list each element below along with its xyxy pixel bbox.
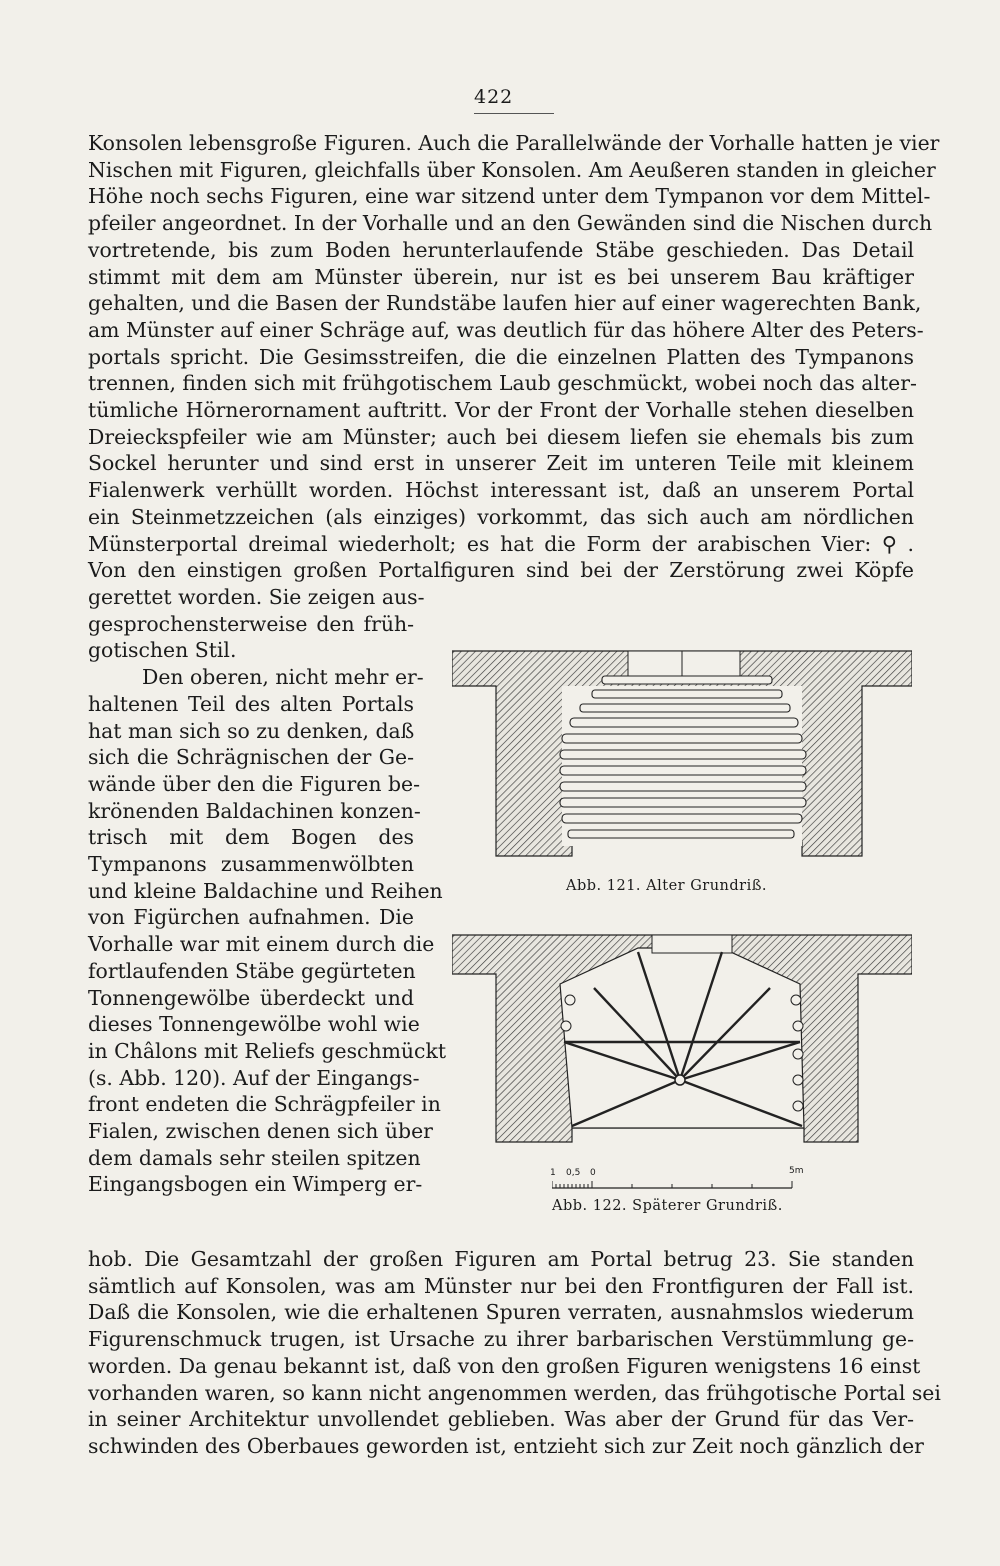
text-line: in Châlons mit Reliefs geschmückt [88, 1038, 447, 1063]
paragraph-column [88, 584, 447, 1198]
text-line: am Münster auf einer Schräge auf, was deutlich für das höhere Alter des Peters- [88, 317, 924, 342]
text-line: front endeten die Schrägpfeiler in [88, 1092, 441, 1117]
scale-label-5m: 5m [789, 1166, 804, 1176]
figure-121-caption: Abb. 121. Alter Grundriß. [566, 878, 768, 894]
text-line: stimmt mit dem am Münster überein, nur ist es bei unserem Bau kräftiger [88, 264, 914, 289]
text-line: Dreieckspfeiler wie am Münster; auch bei diesem liefen sie ehemals bis zum [88, 424, 914, 449]
text-line: Eingangsbogen ein Wimperg er- [88, 1172, 423, 1197]
text-line: gerettet worden. Sie zeigen aus- [88, 585, 425, 609]
scale-label-1: 1 [550, 1168, 556, 1178]
text-line: hat man sich so zu denken, daß [88, 718, 415, 743]
text-line: Höhe noch sechs Figuren, eine war sitzend unter dem Tympanon vor dem Mittel- [88, 184, 931, 209]
scale-bar [552, 1178, 802, 1190]
scale-label-0: 0 [590, 1168, 596, 1178]
text-line: Tonnengewölbe überdeckt und [88, 985, 414, 1010]
figure-121-floor-plan [452, 646, 912, 870]
text-line: Fialenwerk verhüllt worden. Höchst interessant ist, daß an unserem Portal [88, 478, 914, 503]
text-line: tümliche Hörnerornament auftritt. Vor der Front der Vorhalle stehen dieselben [88, 398, 914, 423]
text-line: portals spricht. Die Gesimsstreifen, die die einzelnen Platten des Tympanons [88, 344, 914, 369]
text-line: pfeiler angeordnet. In der Vorhalle und an den Gewänden sind die Nischen durch [88, 211, 933, 236]
text-line: Nischen mit Figuren, gleichfalls über Konsolen. Am Aeußeren standen in gleicher [88, 157, 936, 182]
text-line: Vorhalle war mit einem durch die [88, 932, 435, 957]
text-line: dem damals sehr steilen spitzen [88, 1145, 421, 1170]
text-line: sämtlich auf Konsolen, was am Münster nur bei den Frontfiguren der Fall ist. [88, 1273, 914, 1298]
text-line: dieses Tonnengewölbe wohl wie [88, 1012, 420, 1037]
text-line: Den oberen, nicht mehr er- [142, 665, 424, 690]
text-line: gehalten, und die Basen der Rundstäbe laufen hier auf einer wagerechten Bank, [88, 291, 922, 316]
text-line: Daß die Konsolen, wie die erhaltenen Spuren verraten, ausnahmslos wiederum [88, 1300, 914, 1325]
text-line: gesprochensterweise den früh- [88, 611, 414, 636]
text-line: Konsolen lebensgroße Figuren. Auch die Parallelwände der Vorhalle hatten je vier [88, 131, 940, 155]
text-line: trisch mit dem Bogen des [88, 825, 414, 850]
paragraph-top [88, 130, 940, 584]
text-line: vortretende, bis zum Boden herunterlaufende Stäbe geschieden. Das Detail [88, 237, 914, 262]
text-line: Von den einstigen großen Portalfiguren sind bei der Zerstörung zwei Köpfe [88, 558, 914, 583]
text-line: in seiner Architektur unvollendet geblieben. Was aber der Grund für das Ver- [88, 1407, 914, 1432]
text-line: schwinden des Oberbaues geworden ist, entzieht sich zur Zeit noch gänzlich der [88, 1433, 924, 1458]
text-line: (s. Abb. 120). Auf der Eingangs- [88, 1065, 420, 1090]
scale-label-0-5: 0,5 [566, 1168, 581, 1178]
text-line: vorhanden waren, so kann nicht angenommen werden, das frühgotische Portal sei [88, 1380, 941, 1405]
text-line: krönenden Baldachinen konzen- [88, 798, 421, 823]
text-line: sich die Schrägnischen der Ge- [88, 745, 414, 770]
text-line: trennen, finden sich mit frühgotischem Laub geschmückt, wobei noch das alter- [88, 371, 917, 396]
text-line: gotischen Stil. [88, 638, 237, 663]
text-line: und kleine Baldachine und Reihen [88, 878, 443, 903]
text-line: Fialen, zwischen denen sich über [88, 1119, 433, 1144]
figure-122-caption: Abb. 122. Späterer Grundriß. [552, 1198, 783, 1214]
text-line: Sockel herunter und sind erst in unserer Zeit im unteren Teile mit kleinem [88, 451, 914, 476]
text-line: ein Steinmetzzeichen (als einziges) vorkommt, das sich auch am nördlichen [88, 504, 914, 529]
text-line: fortlaufenden Stäbe gegürteten [88, 958, 416, 983]
text-line: Tympanons zusammenwölbten [88, 852, 414, 877]
text-line: hob. Die Gesamtzahl der großen Figuren am Portal betrug 23. Sie standen [88, 1247, 914, 1271]
text-line: Münsterportal dreimal wiederholt; es hat die Form der arabischen Vier: ⚲ . [88, 531, 914, 556]
figure-122-floor-plan [452, 930, 912, 1170]
paragraph-bottom [88, 1246, 941, 1460]
text-line: wände über den die Figuren be- [88, 771, 420, 796]
text-line: Figurenschmuck trugen, ist Ursache zu ihrer barbarischen Verstümmlung ge- [88, 1327, 914, 1352]
text-line: haltenen Teil des alten Portals [88, 691, 414, 716]
page-number-rule [474, 113, 554, 114]
page-number: 422 [474, 86, 514, 108]
text-line: worden. Da genau bekannt ist, daß von den großen Figuren wenigstens 16 einst [88, 1353, 921, 1378]
text-line: von Figürchen aufnahmen. Die [88, 905, 414, 930]
